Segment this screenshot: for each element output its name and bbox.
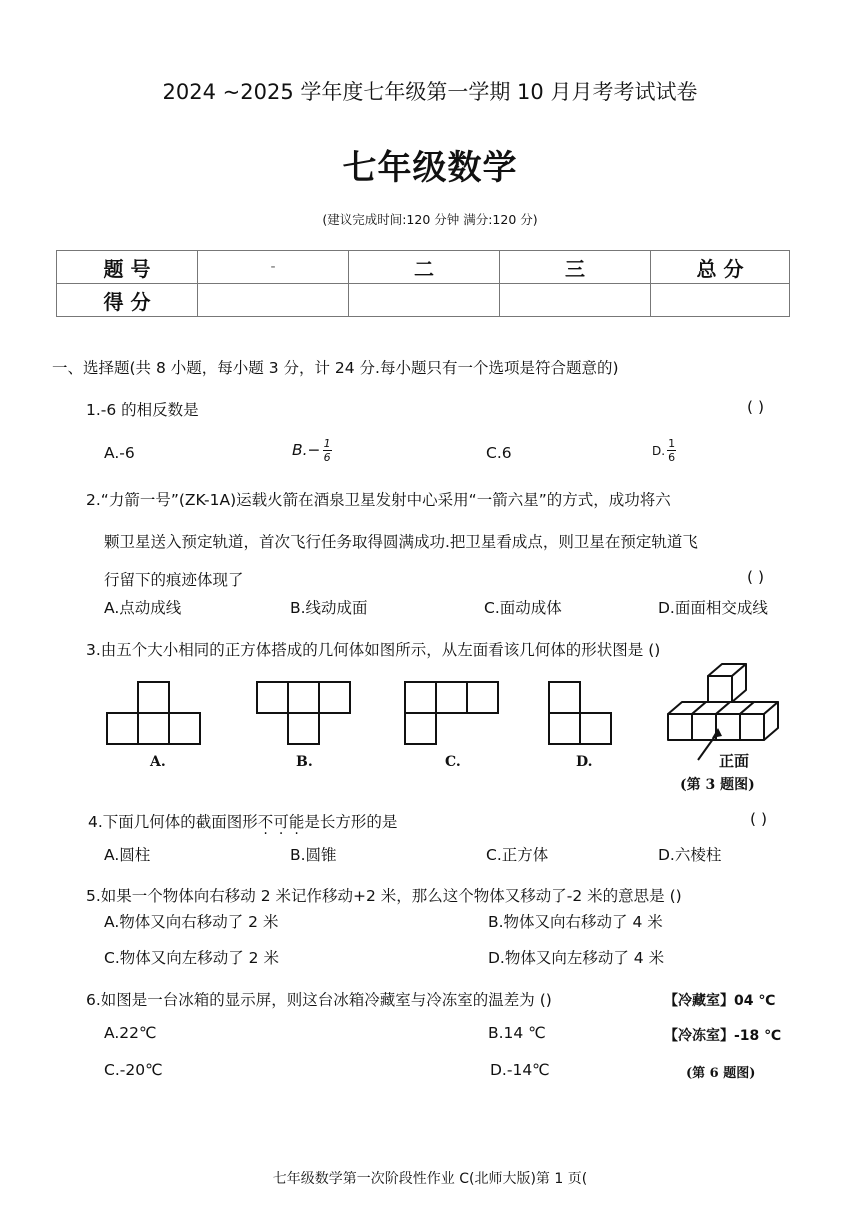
q3-figure-a [105, 680, 201, 746]
page-footer: 七年级数学第一次阶段性作业 C(北师大版)第 1 页( [272, 1171, 588, 1187]
q2-line2: 颗卫星送入预定轨道，首次飞行任务取得圆满成功.把卫星看成点，则卫星在预定轨道飞 [104, 533, 698, 551]
section1-heading: 一、选择题(共 8 小题，每小题 3 分，计 24 分.每小题只有一个选项是符合题意的) [52, 359, 619, 377]
q6-option-a: A.22℃ [104, 1024, 157, 1042]
q2-option-c: C.面动成体 [484, 599, 562, 617]
q4-stem-emph-1: 不 [257, 813, 274, 831]
q5-option-d: D.物体又向左移动了 4 米 [488, 949, 665, 967]
score-table-score-row [57, 284, 790, 317]
time-note: (建议完成时间:120 分钟 满分:120 分) [322, 212, 538, 227]
q3-figure-c [403, 680, 499, 746]
col-section-2: 二 [349, 251, 500, 284]
q1-option-a: A.-6 [104, 444, 135, 462]
q3-caption: (第 3 题图) [680, 777, 755, 793]
q5-option-a: A.物体又向右移动了 2 米 [104, 913, 279, 931]
q4-option-d: D.六棱柱 [658, 846, 722, 864]
q4-stem-before: 4.下面几何体的截面图形 [88, 813, 258, 831]
q1-stem: 1.-6 的相反数是 [86, 401, 199, 419]
q3-stem: 3.由五个大小相同的正方体搭成的几何体如图所示，从左面看该几何体的形状图是 () [86, 641, 661, 659]
q4-option-b: B.圆锥 [290, 846, 337, 864]
q3-label-a: A. [150, 754, 166, 770]
q3-label-d: D. [576, 754, 593, 770]
col-total: 总 分 [651, 251, 790, 284]
q5-stem: 5.如果一个物体向右移动 2 米记作移动+2 米，那么这个物体又移动了-2 米的意思是 () [86, 887, 682, 905]
q1-option-b-fraction [323, 437, 332, 464]
q6-stem: 6.如图是一台冰箱的显示屏，则这台冰箱冷藏室与冷冻室的温差为 () [86, 991, 552, 1009]
q1-option-d-denominator: 6 [668, 451, 676, 464]
q3-figure-d [547, 680, 613, 746]
q4-answer-paren: ( ) [750, 810, 768, 828]
q6-display-row-freezer: 【冷冻室】-18 ℃ [664, 1028, 782, 1044]
q1-option-d-numerator: 1 [668, 437, 676, 450]
score-cell-1[interactable] [198, 284, 349, 317]
q1-option-b [292, 437, 332, 464]
q1-option-c: C.6 [486, 444, 512, 462]
q2-answer-paren: ( ) [747, 568, 765, 586]
subject-title: 七年级数学 [342, 148, 518, 188]
q4-stem-after: 是长方形的是 [304, 813, 398, 831]
score-table [56, 250, 790, 317]
q1-option-d-prefix: D. [652, 444, 666, 458]
q1-option-b-numerator: 1 [323, 437, 331, 450]
score-cell-total[interactable] [651, 284, 790, 317]
q3-label-c: C. [445, 754, 461, 770]
score-cell-3[interactable] [500, 284, 651, 317]
q3-label-b: B. [296, 754, 313, 770]
q2-line3: 行留下的痕迹体现了 [104, 571, 244, 589]
col-section-1: - [198, 251, 349, 284]
q1-option-d [652, 437, 676, 464]
q4-option-c: C.正方体 [486, 846, 549, 864]
q2-line1: 2.“力箭一号”(ZK-1A)运载火箭在酒泉卫星发射中心采用“一箭六星”的方式，成功将六 [86, 491, 671, 509]
q2-option-b: B.线动成面 [290, 599, 368, 617]
row-label-score: 得 分 [57, 284, 198, 317]
q2-option-a: A.点动成线 [104, 599, 182, 617]
score-cell-2[interactable] [349, 284, 500, 317]
q4-option-a: A.圆柱 [104, 846, 151, 864]
q4-stem-emph-2: 可 [273, 813, 289, 831]
q1-answer-paren: ( ) [747, 398, 765, 416]
score-table-header-row [57, 251, 790, 284]
q3-solid-figure [660, 662, 784, 762]
q4-stem-emph-3: 能 [288, 813, 305, 831]
q6-display-row-fridge: 【冷藏室】04 ℃ [664, 993, 776, 1009]
q1-option-d-fraction [667, 437, 676, 464]
q3-front-label: 正面 [719, 752, 750, 770]
q2-option-d: D.面面相交成线 [658, 599, 768, 617]
q6-option-c: C.-20℃ [104, 1061, 163, 1079]
q5-option-b: B.物体又向右移动了 4 米 [488, 913, 663, 931]
q1-option-b-denominator: 6 [323, 451, 331, 464]
q4-stem [88, 810, 397, 832]
row-label-question-number: 题 号 [57, 251, 198, 284]
q6-caption: (第 6 题图) [686, 1066, 756, 1081]
q6-fridge-display [658, 984, 793, 1056]
q1-option-b-prefix: B.− [292, 441, 321, 459]
q5-option-c: C.物体又向左移动了 2 米 [104, 949, 279, 967]
col-section-3: 三 [500, 251, 651, 284]
q6-option-b: B.14 ℃ [488, 1024, 546, 1042]
q3-figure-b [255, 680, 351, 746]
exam-title: 2024 ~2025 学年度七年级第一学期 10 月月考考试试卷 [162, 80, 698, 104]
q6-option-d: D.-14℃ [490, 1061, 550, 1079]
